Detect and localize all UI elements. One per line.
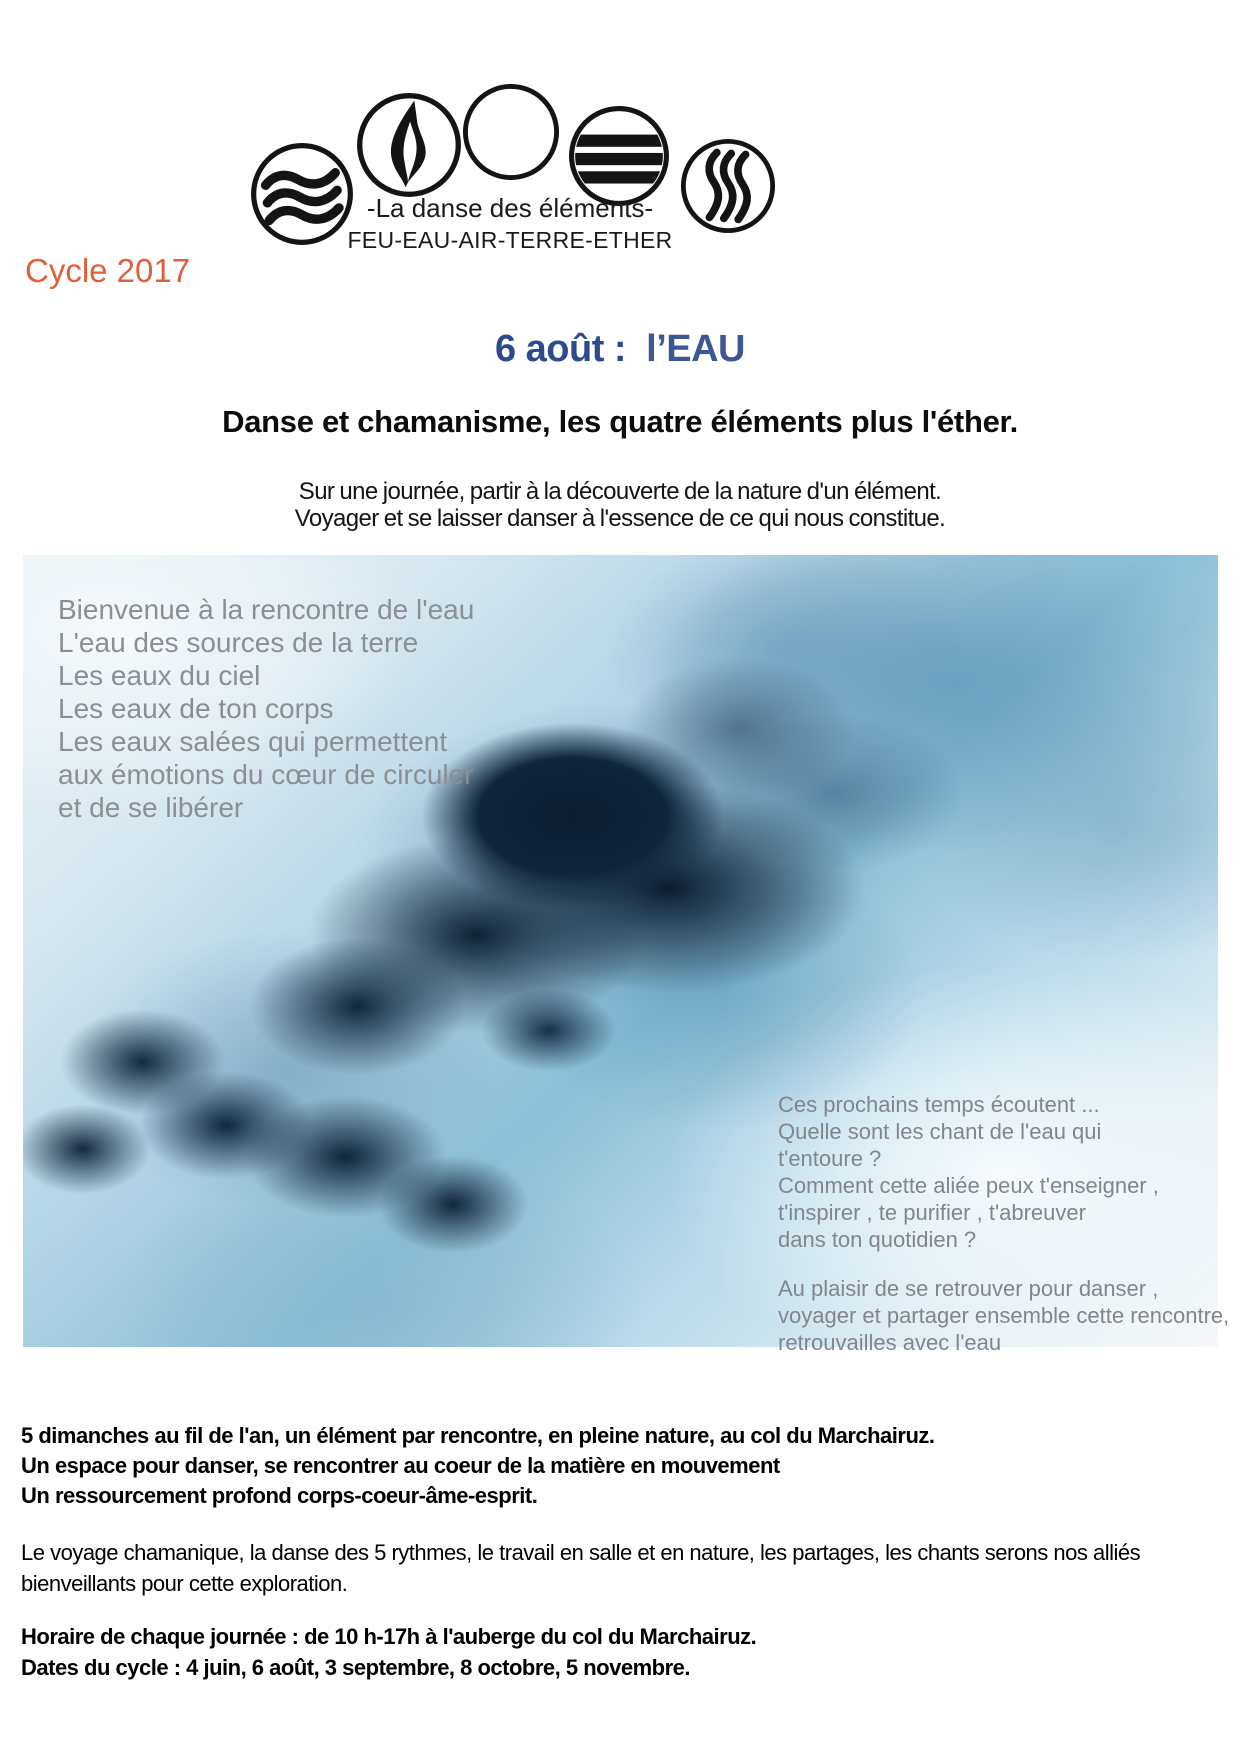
- photo-overlay-left: [58, 593, 474, 824]
- text-line: Ces prochains temps écoutent ...: [778, 1092, 1100, 1117]
- details-block-summary: [21, 1421, 1221, 1511]
- logo-title: -La danse des éléments-: [366, 193, 654, 223]
- details-section: [21, 1421, 1221, 1683]
- text-line: t'inspirer , te purifier , t'abreuver: [778, 1200, 1086, 1225]
- text-line: Les eaux salées qui permettent: [58, 726, 448, 757]
- text-line: Horaire de chaque journée : de 10 h-17h à l'auberge du col du Marchairuz.: [21, 1624, 757, 1649]
- details-block-schedule: [21, 1621, 1221, 1683]
- element-part: l’EAU: [646, 328, 746, 370]
- text-line: 5 dimanches au fil de l'an, un élément par rencontre, en pleine nature, au col du Marchairuz.: [21, 1423, 935, 1448]
- page-title: Danse et chamanisme, les quatre éléments plus l'éther.: [222, 404, 1018, 439]
- text-line: aux émotions du cœur de circuler: [58, 759, 474, 790]
- text-line: Les eaux du ciel: [58, 660, 261, 691]
- photo-overlay-right: [778, 1091, 1229, 1356]
- terre-bars-icon: [568, 105, 670, 207]
- text-line: t'entoure ?: [778, 1146, 882, 1171]
- text-line: Un ressourcement profond corps-coeur-âme-esprit.: [21, 1483, 538, 1508]
- photo-overlay-right-para1: [778, 1091, 1229, 1253]
- text-line: voyager et partager ensemble cette rencontre,: [778, 1303, 1230, 1328]
- details-block-description: [21, 1537, 1221, 1599]
- logo-subtitle: FEU-EAU-AIR-TERRE-ETHER: [347, 227, 673, 253]
- text-line: bienveillants pour cette exploration.: [21, 1571, 348, 1596]
- text-line: L'eau des sources de la terre: [58, 627, 419, 658]
- text-line: Comment cette aliée peux t'enseigner ,: [778, 1173, 1159, 1198]
- cycle-label: Cycle 2017: [25, 252, 191, 289]
- air-circle-icon: [462, 83, 560, 181]
- text-line: Le voyage chamanique, la danse des 5 rythmes, le travail en salle et en nature, les partages, les chants serons nos alliés: [21, 1540, 1141, 1565]
- date-heading: [0, 328, 1240, 371]
- text-line: Les eaux de ton corps: [58, 693, 334, 724]
- text-line: dans ton quotidien ?: [778, 1227, 977, 1252]
- text-line: et de se libérer: [58, 792, 244, 823]
- ice-water-photo: [23, 555, 1230, 1355]
- text-line: Un espace pour danser, se rencontrer au coeur de la matière en mouvement: [21, 1453, 780, 1478]
- text-line: Dates du cycle : 4 juin, 6 août, 3 septembre, 8 octobre, 5 novembre.: [21, 1655, 691, 1680]
- logo-text: [310, 193, 710, 254]
- text-line: Au plaisir de se retrouver pour danser ,: [778, 1276, 1159, 1301]
- text-line: retrouvailles avec l'eau: [778, 1330, 1002, 1355]
- date-part: 6 août :: [494, 328, 627, 370]
- text-line: Sur une journée, partir à la découverte de la nature d'un élément.: [298, 478, 942, 505]
- text-line: Voyager et se laisser danser à l'essence de ce qui nous constitue.: [294, 505, 946, 532]
- text-line: Bienvenue à la rencontre de l'eau: [58, 594, 475, 625]
- intro-text: [0, 478, 1240, 532]
- text-line: Quelle sont les chant de l'eau qui: [778, 1119, 1102, 1144]
- feu-flame-icon: [356, 92, 462, 198]
- photo-overlay-right-para2: [778, 1275, 1229, 1356]
